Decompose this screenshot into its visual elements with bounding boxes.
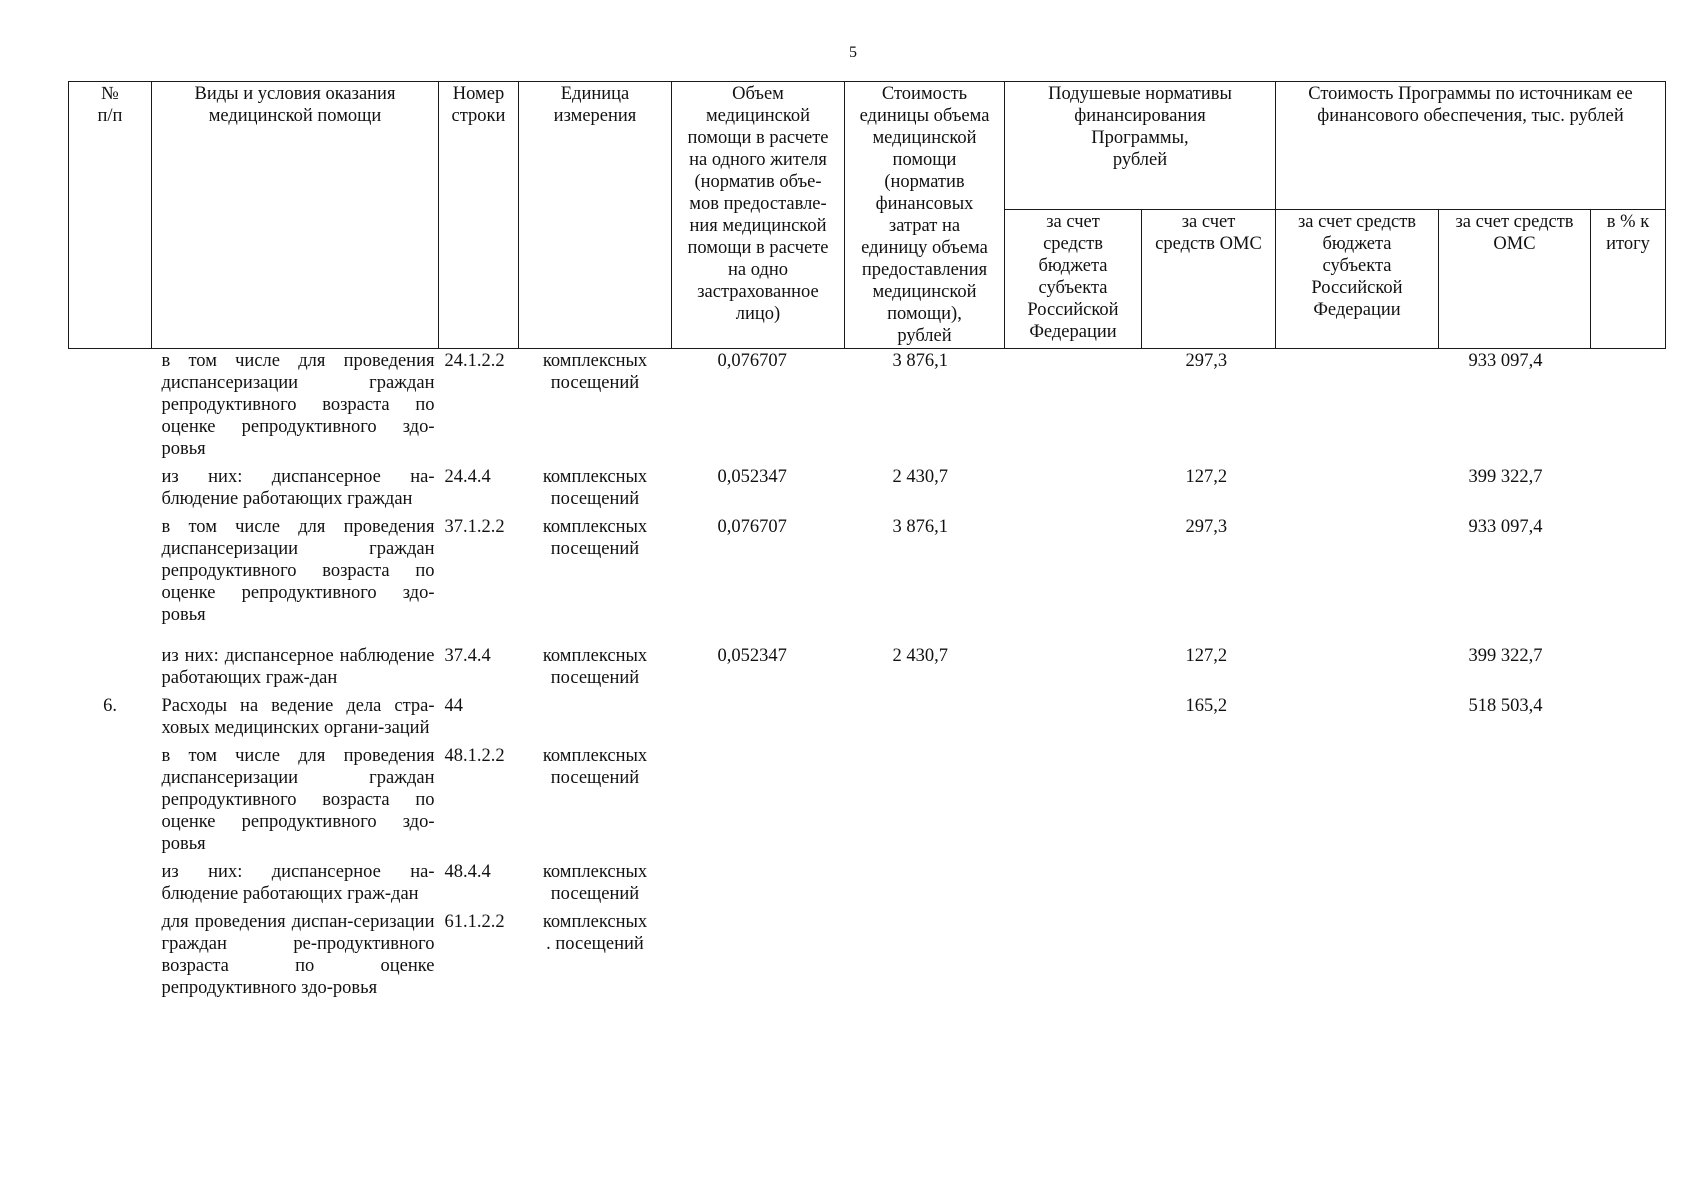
unit-cost-value: 2 430,7 (892, 467, 948, 487)
unit-cost-value (845, 694, 1005, 744)
row-number: 6. (103, 696, 117, 716)
header-number: № п/п (69, 82, 152, 349)
program-percent-value (1591, 465, 1666, 515)
per-capita-oms-value: 127,2 (1185, 467, 1228, 487)
per-capita-oms-value: 165,2 (1185, 696, 1228, 716)
program-oms-value: 518 503,4 (1468, 696, 1543, 716)
header-line-number: Номер строки (439, 82, 519, 349)
volume-value: 0,076707 (717, 351, 787, 371)
header-unit-cost: Стоимость единицы объема медицинской помощи (норматив финансовых затрат на единицу объема предоставления медицинской помощи), рублей (845, 82, 1005, 349)
unit-cost-value (845, 910, 1005, 1004)
care-type: из них: диспансерное наблюдение работающих граж-дан (161, 646, 435, 688)
program-budget-value (1276, 694, 1439, 744)
volume-value: 0,052347 (717, 646, 787, 666)
per-capita-oms-value (1142, 910, 1276, 1004)
per-capita-budget-value (1005, 860, 1142, 910)
per-capita-oms-value: 297,3 (1185, 351, 1228, 371)
per-capita-budget-value (1005, 349, 1142, 466)
per-capita-budget-value (1005, 694, 1142, 744)
header-volume: Объем медицинской помощи в расчете на одного жителя (норматив объе- мов предоставле- ния медицинской помощи в расчете на одно застрахованное лицо) (672, 82, 845, 349)
table-row (69, 644, 1666, 694)
program-budget-value (1276, 465, 1439, 515)
unit: комплексных посещений (542, 746, 648, 788)
per-capita-budget-value (1005, 910, 1142, 1004)
program-oms-value: 933 097,4 (1468, 351, 1543, 371)
header-program-cost-group: Стоимость Программы по источникам ее финансового обеспечения, тыс. рублей (1276, 82, 1666, 210)
table-row (69, 515, 1666, 644)
per-capita-oms-value: 127,2 (1185, 646, 1228, 666)
unit: комплексных посещений (542, 646, 648, 688)
per-capita-budget-value (1005, 515, 1142, 644)
header-program-budget: за счет средств бюджета субъекта Российской Федерации (1276, 210, 1439, 349)
volume-value: 0,076707 (717, 517, 787, 537)
unit: комплексных посещений (542, 862, 648, 904)
page-number: 5 (849, 44, 857, 61)
row-number (69, 515, 152, 644)
program-percent-value (1591, 644, 1666, 694)
per-capita-budget-value (1005, 744, 1142, 860)
line-number: 48.4.4 (444, 862, 491, 882)
program-percent-value (1591, 860, 1666, 910)
per-capita-budget-value (1005, 644, 1142, 694)
care-type: в том числе для проведения диспансеризации граждан репродуктивного возраста по оценке репродуктивного здо-ровья (161, 351, 435, 459)
program-oms-value (1439, 860, 1591, 910)
header-per-capita-oms: за счет средств ОМС (1142, 210, 1276, 349)
volume-value: 0,052347 (717, 467, 787, 487)
financing-table (68, 81, 1666, 1004)
row-number (69, 744, 152, 860)
unit: комплексных . посещений (542, 912, 648, 954)
header-per-capita-budget: за счет средств бюджета субъекта Российской Федерации (1005, 210, 1142, 349)
program-percent-value (1591, 515, 1666, 644)
line-number: 24.1.2.2 (444, 351, 505, 371)
per-capita-oms-value (1142, 860, 1276, 910)
line-number: 44 (444, 696, 463, 716)
unit: комплексных посещений (542, 517, 648, 559)
program-oms-value: 399 322,7 (1468, 646, 1543, 666)
table-row (69, 860, 1666, 910)
table-header (69, 82, 1666, 349)
line-number: 48.1.2.2 (444, 746, 505, 766)
program-budget-value (1276, 744, 1439, 860)
table-row (69, 694, 1666, 744)
unit-cost-value: 2 430,7 (892, 646, 948, 666)
program-oms-value: 933 097,4 (1468, 517, 1543, 537)
row-number (69, 349, 152, 466)
program-budget-value (1276, 644, 1439, 694)
header-care-types: Виды и условия оказания медицинской помощи (152, 82, 439, 349)
table-row (69, 744, 1666, 860)
line-number: 37.1.2.2 (444, 517, 505, 537)
program-oms-value (1439, 744, 1591, 860)
program-percent-value (1591, 910, 1666, 1004)
program-budget-value (1276, 910, 1439, 1004)
unit-cost-value: 3 876,1 (892, 517, 948, 537)
unit: комплексных посещений (542, 467, 648, 509)
row-number (69, 465, 152, 515)
volume-value (672, 860, 845, 910)
header-per-capita-group: Подушевые нормативы финансирования Программы, рублей (1005, 82, 1276, 210)
program-percent-value (1591, 744, 1666, 860)
program-percent-value (1591, 349, 1666, 466)
care-type: из них: диспансерное на-блюдение работающих граждан (161, 467, 435, 509)
table-row (69, 349, 1666, 466)
per-capita-budget-value (1005, 465, 1142, 515)
header-unit: Единица измерения (519, 82, 672, 349)
program-budget-value (1276, 860, 1439, 910)
program-budget-value (1276, 515, 1439, 644)
row-number (69, 860, 152, 910)
line-number: 37.4.4 (444, 646, 491, 666)
volume-value (672, 694, 845, 744)
unit-cost-value: 3 876,1 (892, 351, 948, 371)
row-number (69, 644, 152, 694)
table-row (69, 465, 1666, 515)
unit-cost-value (845, 744, 1005, 860)
care-type: Расходы на ведение дела стра-ховых медицинских органи-заций (161, 696, 435, 738)
program-budget-value (1276, 349, 1439, 466)
table-row (69, 910, 1666, 1004)
care-type: в том числе для проведения диспансеризации граждан репродуктивного возраста по оценке репродуктивного здо-ровья (161, 517, 435, 625)
line-number: 24.4.4 (444, 467, 491, 487)
header-program-percent: в % к итогу (1591, 210, 1666, 349)
volume-value (672, 910, 845, 1004)
program-oms-value (1439, 910, 1591, 1004)
program-percent-value (1591, 694, 1666, 744)
row-number (69, 910, 152, 1004)
unit-cost-value (845, 860, 1005, 910)
program-oms-value: 399 322,7 (1468, 467, 1543, 487)
per-capita-oms-value (1142, 744, 1276, 860)
unit (519, 694, 672, 744)
care-type: для проведения диспан-серизации граждан ре-продуктивного возраста по оценке репродуктивного здо-ровья (161, 912, 435, 998)
header-program-oms: за счет средств ОМС (1439, 210, 1591, 349)
care-type: в том числе для проведения диспансеризации граждан репродуктивного возраста по оценке репродуктивного здо-ровья (161, 746, 435, 854)
line-number: 61.1.2.2 (444, 912, 505, 932)
care-type: из них: диспансерное на-блюдение работающих граж-дан (161, 862, 435, 904)
table-body (69, 349, 1666, 1005)
per-capita-oms-value: 297,3 (1185, 517, 1228, 537)
volume-value (672, 744, 845, 860)
unit: комплексных посещений (542, 351, 648, 393)
